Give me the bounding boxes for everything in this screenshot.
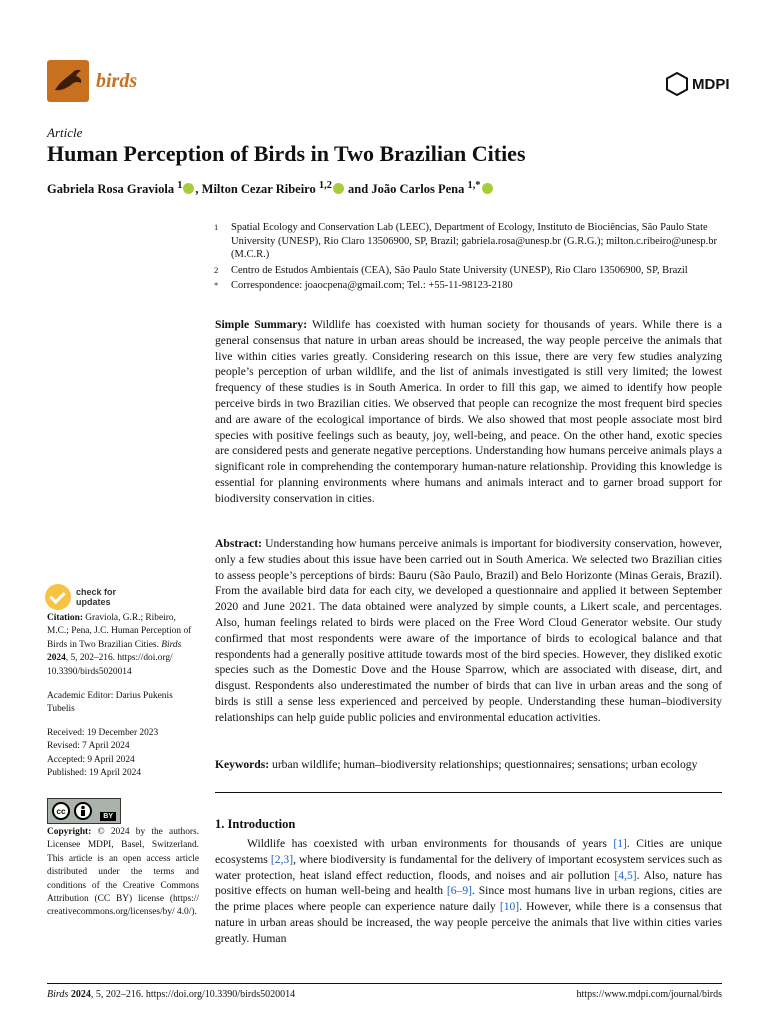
author-name[interactable]: Milton Cezar Ribeiro (201, 182, 316, 197)
affiliation-item (214, 221, 724, 262)
reference-link[interactable]: [4,5] (614, 868, 637, 882)
author-affiliation-mark: 1 (177, 180, 183, 191)
orcid-icon[interactable] (482, 183, 493, 194)
abstract-text: Understanding how humans perceive animals is important for biodiversity conservation, however, only a few studies about this issue have been carried out in South America. We selected two Brazilian cities to assess people’s perceptions of birds: Bauru (São Paulo, Brazil) and Belo Horizonte (Minas Gerais, Brazil). From the available bird data for each city, we developed a questionnaire and applied it between September 2020 and June 2021. The data obtained were analyzed by simple counts, a Likert scale, and percentages. Also, human feelings related to birds were placed on the Free Word Cloud Generator website. Our study confirmed that most respondents were aware of the importance of birds to ecological balance and that respondents had a generally positive attitude towards most of the bird species. However, they disliked exotic species such as the Domestic Dove and the House Sparrow, which are associated with disease, dirt, and disgust. Respondents also underestimated the number of birds that can live in urban areas and the song of birds is still a sense less experienced and perceived by people. Understanding these human–biodiversity relationships can help guide public policies and environmental education activities. (215, 537, 722, 724)
section-divider (215, 792, 722, 793)
check-updates-line: updates (76, 597, 111, 607)
affiliation-mark: * (214, 280, 219, 290)
attribution-person-icon (74, 802, 92, 820)
keywords (215, 757, 722, 773)
citation-doi[interactable]: , 5, 202–216. https://doi.org/ 10.3390/birds5020014 (47, 653, 173, 677)
received-date: Received: 19 December 2023 (47, 728, 159, 738)
keywords-label: Keywords: (215, 758, 270, 771)
simple-summary (215, 317, 722, 507)
academic-editor: Academic Editor: Darius Pukenis Tubelis (47, 691, 173, 715)
orcid-icon[interactable] (183, 183, 194, 194)
simple-summary-label: Simple Summary: (215, 318, 308, 331)
dates-block (47, 727, 199, 781)
cc-icon: cc (52, 802, 70, 820)
intro-text: Wildlife has coexisted with urban environments for thousands of years (247, 837, 614, 850)
author-name[interactable]: João Carlos Pena (371, 182, 465, 197)
copyright-block (47, 826, 199, 920)
cc-by-label: BY (100, 812, 116, 821)
mdpi-logo[interactable] (666, 70, 730, 98)
mdpi-hexagon-icon (666, 72, 688, 96)
check-updates-line: check for (76, 587, 117, 597)
affiliation-item (214, 264, 724, 278)
author-affiliation-mark: 1,2 (318, 180, 332, 191)
affiliation-item (214, 279, 724, 293)
affiliation-text: Spatial Ecology and Conservation Lab (LEEC), Department of Ecology, Instituto de Biociências, São Paulo State University (UNESP), Rio Claro 13506900, SP, Brazil; gabriela.rosa@unesp.br (G.R.G.); milton.c.ribeiro@unesp.br (M.C.R.) (231, 222, 717, 260)
bird-logo-icon (47, 60, 89, 102)
footer-citation (47, 989, 295, 1000)
accepted-date: Accepted: 9 April 2024 (47, 754, 135, 765)
simple-summary-text: Wildlife has coexisted with human society for thousands of years. While there is a general consensus that nature in urban areas should be increased, the way people perceive the animals that live within cities varies greatly. Considering research on this issue, there are very few studies analyzing people’s perception of urban wildlife, and the list of animals investigated is still very limited; the lowest frequency of these studies is in South America. In order to fill this gap, we aimed to identify how people perceive birds in two Brazilian cities. We observed that people can recognize the most frequent bird species and are aware of the ecological importance of birds. We also showed that most people associate most bird species with positive feelings such as beauty, joy, well-being, and peace. On the other hand, exotic species are considered pests and generate negative perceptions. Understanding how humans perceive animals plays a significant role in comprehending the contemporary human-nature relationship. Providing this knowledge is essential for planning environments where humans and animals interact and to garner broad support for biodiversity conservation in cities. (215, 318, 722, 505)
reference-link[interactable]: [2,3] (270, 852, 294, 866)
intro-text: . Also, nature has positive effects on human well-being and health (215, 868, 722, 898)
citation-block (47, 612, 199, 679)
reference-link[interactable]: [6–9] (446, 884, 472, 898)
keywords-text: urban wildlife; human–biodiversity relationships; questionnaires; sensations; urban ecology (272, 758, 698, 771)
published-date: Published: 19 April 2024 (47, 768, 142, 779)
citation-text: Graviola, G.R.; Ribeiro, M.C.; Pena, J.C. Human Perception of Birds in Two Brazilian Cities. (47, 613, 192, 650)
section-heading: 1. Introduction (215, 817, 296, 831)
check-icon (45, 584, 71, 610)
journal-name: birds (96, 70, 138, 92)
copyright-label: Copyright: (47, 827, 92, 837)
intro-text: . Since most humans live in urban regions, cities are the prime places where people can experience nature daily (215, 884, 722, 914)
affiliation-text: Centro de Estudos Ambientais (CEA), São Paulo State University (UNESP), Rio Claro 13506900, SP, Brazil (231, 264, 688, 276)
reference-link[interactable]: [1] (613, 837, 627, 850)
revised-date: Revised: 7 April 2024 (47, 741, 130, 752)
author-list: Gabriela Rosa Graviola $^1$ , Milton Cezar Ribeiro $^{1,2}$ and João Carlos Pena $^{1,*}$ (47, 180, 494, 197)
copyright-text: © 2024 by the authors. Licensee MDPI, Basel, Switzerland. This article is an open access article distributed under the terms and conditions of the Creative Commons Attribution (CC BY) license (https:// creativecommons.org/licenses/by/ 4.0/). (47, 827, 199, 918)
cc-license-badge[interactable] (47, 798, 121, 824)
orcid-icon[interactable] (333, 183, 344, 194)
citation-journal: Birds (161, 639, 182, 650)
intro-text: . Cities are unique ecosystems (215, 837, 722, 866)
correspondence-text: Correspondence: joaocpena@gmail.com; Tel.: +55-11-98123-2180 (231, 280, 513, 291)
page-title: Human Perception of Birds in Two Brazilian Cities (47, 141, 526, 166)
footer-year: 2024 (70, 989, 91, 1000)
abstract-label: Abstract: (215, 537, 263, 550)
citation-label: Citation: (47, 613, 83, 623)
affiliations (214, 221, 724, 295)
author-affiliation-mark: 1,* (467, 180, 481, 191)
author-conjunction: and (348, 182, 369, 197)
article-type: Article (47, 125, 83, 140)
affiliation-mark: 2 (214, 264, 219, 275)
reference-link[interactable]: [10] (499, 900, 520, 914)
footer-journal: Birds (47, 989, 69, 1000)
intro-text: , where biodiversity is fundamental for the delivery of important ecosystem services such as water protection, heat island effect reduction, floods, and noises and air pollution (215, 852, 722, 882)
citation-year: 2024 (47, 653, 66, 664)
intro-text: . However, while there is a consensus that nature in urban areas should be increased, the way people perceive the animals that live within cities varies greatly. Human (215, 900, 722, 945)
publisher-name: MDPI (692, 75, 730, 93)
affiliation-mark: 1 (214, 222, 219, 232)
abstract (215, 536, 722, 726)
author-name[interactable]: Gabriela Rosa Graviola (47, 182, 175, 197)
footer-journal-url[interactable]: https://www.mdpi.com/journal/birds (576, 989, 722, 1000)
check-for-updates-button[interactable] (45, 584, 116, 610)
footer-divider (47, 983, 722, 984)
intro-paragraph (215, 836, 722, 947)
footer-doi[interactable]: , 5, 202–216. https://doi.org/10.3390/birds5020014 (90, 989, 296, 1000)
